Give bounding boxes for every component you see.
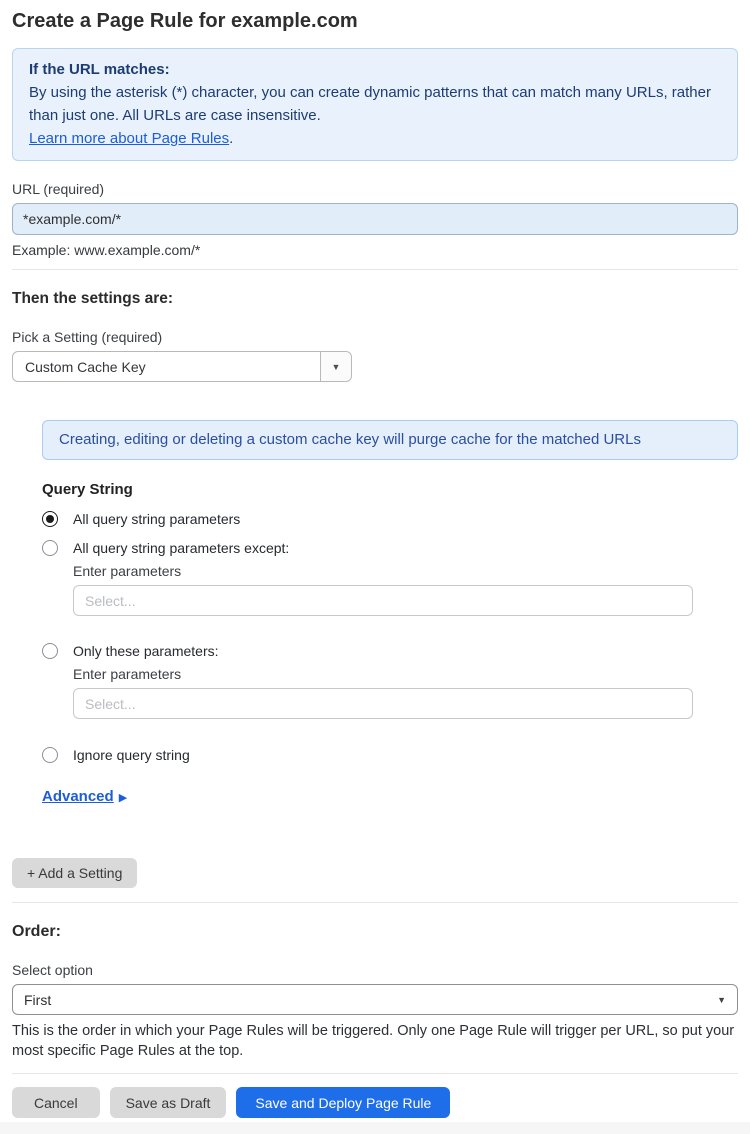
only-these-params-block xyxy=(73,666,738,719)
radio-button[interactable] xyxy=(42,643,58,659)
radio-option-all-params[interactable] xyxy=(42,511,738,527)
radio-label: All query string parameters except: xyxy=(73,540,290,556)
parameters-select-input[interactable] xyxy=(73,585,693,616)
page-background-strip xyxy=(0,1122,750,1134)
radio-option-only-these[interactable] xyxy=(42,643,738,659)
radio-label: Only these parameters: xyxy=(73,643,219,659)
advanced-link[interactable]: Advanced xyxy=(42,788,114,805)
add-setting-button[interactable]: + Add a Setting xyxy=(12,858,137,888)
url-label: URL (required) xyxy=(12,181,105,197)
enter-parameters-label: Enter parameters xyxy=(73,563,182,579)
url-input[interactable] xyxy=(12,203,738,235)
learn-more-link[interactable]: Learn more about Page Rules xyxy=(29,130,230,147)
chevron-down-icon: ▼ xyxy=(331,361,341,372)
order-select[interactable] xyxy=(12,984,738,1015)
link-suffix: . xyxy=(229,130,234,147)
advanced-row xyxy=(42,787,738,808)
radio-option-ignore-query-string[interactable] xyxy=(42,747,738,763)
setting-select-value: Custom Cache Key xyxy=(25,358,146,375)
settings-heading: Then the settings are: xyxy=(12,290,174,307)
order-select-value: First xyxy=(24,991,52,1008)
section-divider xyxy=(12,902,738,903)
info-box-body: By using the asterisk (*) character, you can create dynamic patterns that can match many URLs, rather than just one. All URLs are case insensitive. xyxy=(29,84,711,124)
save-draft-button[interactable]: Save as Draft xyxy=(110,1087,227,1118)
radio-option-all-except[interactable] xyxy=(42,540,738,556)
cancel-button[interactable]: Cancel xyxy=(12,1087,100,1118)
info-box-heading: If the URL matches: xyxy=(29,61,170,78)
chevron-down-icon: ▼ xyxy=(717,994,726,1005)
custom-cache-key-panel xyxy=(42,420,738,808)
pick-setting-label: Pick a Setting (required) xyxy=(12,329,163,345)
page-title: Create a Page Rule for example.com xyxy=(12,10,358,32)
chevron-right-icon: ▶ xyxy=(118,792,128,804)
save-deploy-button[interactable]: Save and Deploy Page Rule xyxy=(236,1087,450,1118)
setting-select-arrow-button[interactable] xyxy=(320,352,351,381)
order-heading: Order: xyxy=(12,923,61,940)
radio-button-selected[interactable] xyxy=(42,511,58,527)
parameters-select-input[interactable] xyxy=(73,688,693,719)
query-string-heading: Query String xyxy=(42,481,133,498)
enter-parameters-label: Enter parameters xyxy=(73,666,182,682)
radio-label: Ignore query string xyxy=(73,747,190,763)
cache-key-notice: Creating, editing or deleting a custom cache key will purge cache for the matched URLs xyxy=(42,420,738,460)
setting-select[interactable] xyxy=(12,351,352,382)
order-help-text: This is the order in which your Page Rules will be triggered. Only one Page Rule will trigger per URL, so put your most specific Page Rules at the top. xyxy=(12,1023,735,1059)
url-example-text: Example: www.example.com/* xyxy=(12,242,201,258)
footer-divider xyxy=(12,1073,738,1074)
order-select-label: Select option xyxy=(12,962,93,978)
url-match-info-box xyxy=(12,48,738,161)
section-divider xyxy=(12,269,738,270)
radio-label: All query string parameters xyxy=(73,511,241,527)
footer-actions xyxy=(12,1087,738,1118)
radio-button[interactable] xyxy=(42,540,58,556)
info-box-link-line xyxy=(29,127,721,150)
radio-button[interactable] xyxy=(42,747,58,763)
all-except-params-block xyxy=(73,563,738,616)
